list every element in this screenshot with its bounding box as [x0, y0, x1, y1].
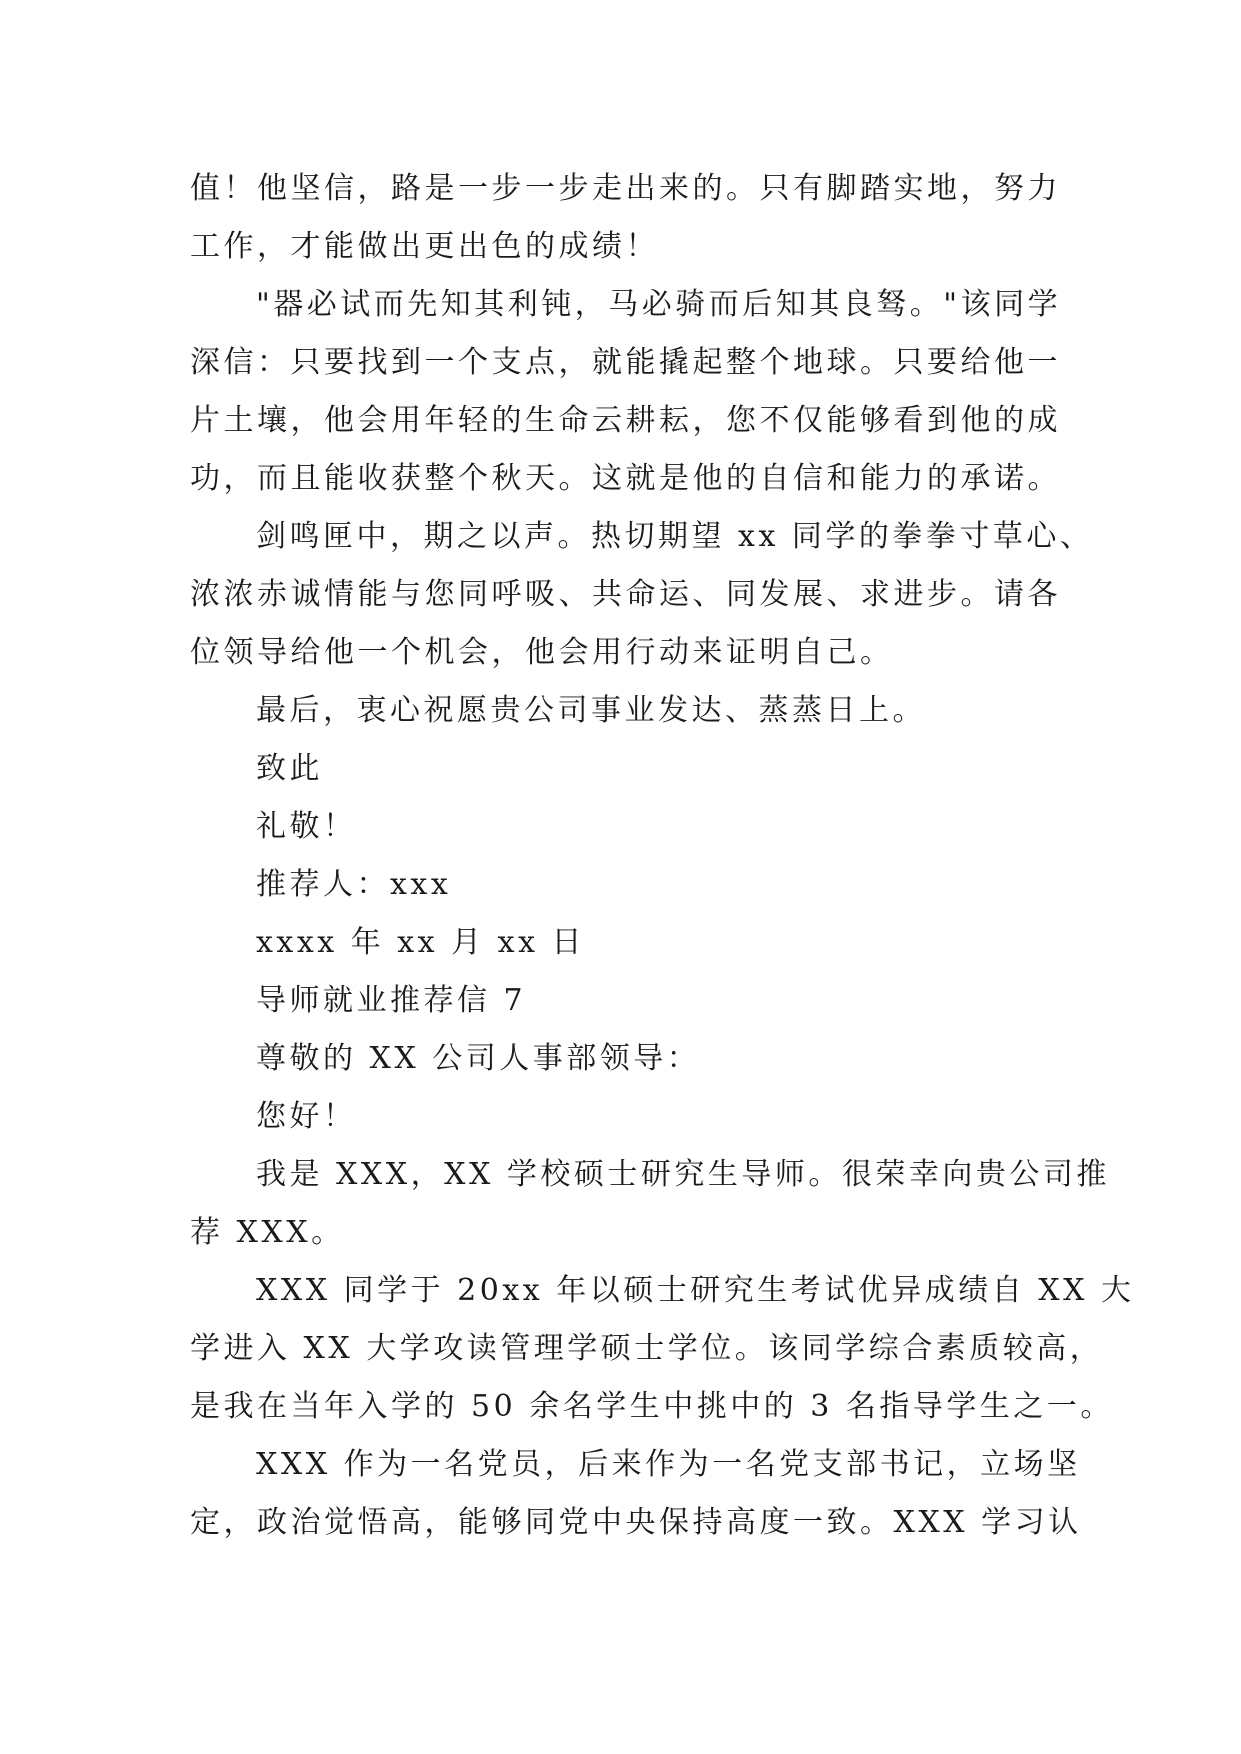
- letter-body: [190, 160, 1135, 1552]
- salutation-line: 致此: [256, 751, 323, 786]
- closing-wish: 最后，衷心祝愿贵公司事业发达、蒸蒸日上。: [256, 693, 926, 728]
- text-line: 浓浓赤诚情能与您同呼吸、共命运、同发展、求进步。请各: [190, 577, 1061, 612]
- letter-greeting: 尊敬的 XX 公司人事部领导：: [256, 1041, 701, 1076]
- text-line: 工作，才能做出更出色的成绩！: [190, 229, 659, 264]
- text-line: "器必试而先知其利钝，马必骑而后知其良驽。"该同学: [256, 287, 1062, 322]
- text-line: 功，而且能收获整个秋天。这就是他的自信和能力的承诺。: [190, 461, 1061, 496]
- section-title: 导师就业推荐信 7: [256, 983, 527, 1018]
- text-line: 学进入 XX 大学攻读管理学硕士学位。该同学综合素质较高，: [190, 1331, 1104, 1366]
- letter-greeting: 您好！: [256, 1099, 357, 1134]
- salutation-line: 礼敬！: [256, 809, 357, 844]
- text-line: 定，政治觉悟高，能够同党中央保持高度一致。XXX 学习认: [190, 1505, 1082, 1540]
- text-line: 片土壤，他会用年轻的生命云耕耘，您不仅能够看到他的成: [190, 403, 1061, 438]
- text-line: XXX 同学于 20xx 年以硕士研究生考试优异成绩自 XX 大: [256, 1273, 1135, 1308]
- text-line: 荐 XXX。: [190, 1215, 345, 1250]
- text-line: 剑鸣匣中，期之以声。热切期望 xx 同学的拳拳寸草心、: [256, 519, 1094, 554]
- letter-date: xxxx 年 xx 月 xx 日: [256, 925, 586, 960]
- text-line: XXX 作为一名党员，后来作为一名党支部书记，立场坚: [256, 1447, 1081, 1482]
- text-line: 位领导给他一个机会，他会用行动来证明自己。: [190, 635, 894, 670]
- text-line: 是我在当年入学的 50 余名学生中挑中的 3 名指导学生之一。: [190, 1389, 1114, 1424]
- text-line: 我是 XXX，XX 学校硕士研究生导师。很荣幸向贵公司推: [256, 1157, 1110, 1192]
- recommender-signature: 推荐人：xxx: [256, 867, 452, 902]
- text-line: 值！他坚信，路是一步一步走出来的。只有脚踏实地，努力: [190, 171, 1061, 206]
- text-line: 深信：只要找到一个支点，就能撬起整个地球。只要给他一: [190, 345, 1061, 380]
